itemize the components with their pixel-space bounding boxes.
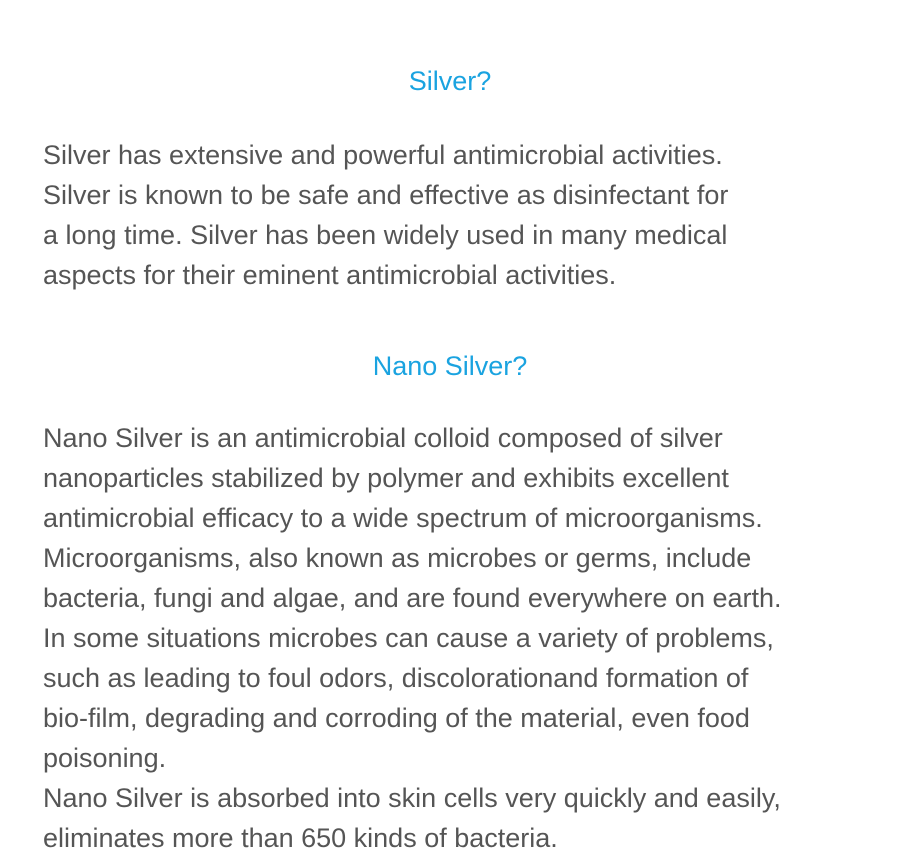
text-line: bio-film, degrading and corroding of the material, even food xyxy=(43,703,750,733)
text-line: Silver has extensive and powerful antimicrobial activities. xyxy=(43,140,723,170)
text-line: antimicrobial efficacy to a wide spectrum of microorganisms. xyxy=(43,503,763,533)
nano-silver-description xyxy=(43,418,888,858)
text-line: a long time. Silver has been widely used in many medical xyxy=(43,220,728,250)
text-line: bacteria, fungi and algae, and are found everywhere on earth. xyxy=(43,583,782,613)
text-line: nanoparticles stabilized by polymer and exhibits excellent xyxy=(43,463,729,493)
text-line: Microorganisms, also known as microbes or germs, include xyxy=(43,543,752,573)
text-line: such as leading to foul odors, discolorationand formation of xyxy=(43,663,749,693)
text-line: poisoning. xyxy=(43,743,167,773)
text-line: In some situations microbes can cause a variety of problems, xyxy=(43,623,774,653)
text-line: Nano Silver is absorbed into skin cells very quickly and easily, xyxy=(43,783,781,813)
silver-description xyxy=(43,135,888,295)
text-line: aspects for their eminent antimicrobial activities. xyxy=(43,260,617,290)
text-line: eliminates more than 650 kinds of bacteria. xyxy=(43,823,558,853)
text-line: Nano Silver is an antimicrobial colloid composed of silver xyxy=(43,423,723,453)
silver-heading: Silver? xyxy=(408,66,492,96)
nano-silver-heading: Nano Silver? xyxy=(372,351,528,381)
text-line: Silver is known to be safe and effective as disinfectant for xyxy=(43,180,729,210)
